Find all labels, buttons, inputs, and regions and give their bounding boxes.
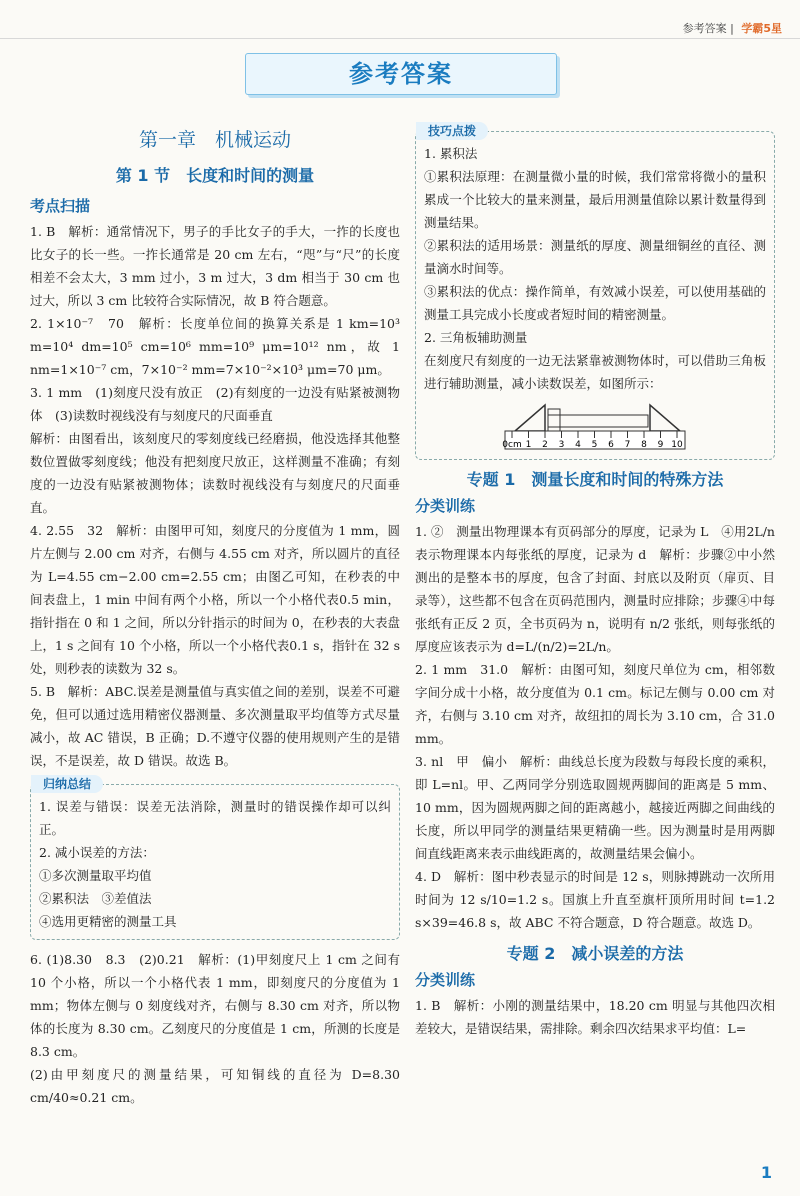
bolt-body xyxy=(548,415,648,427)
summary-line: ④选用更精密的测量工具 xyxy=(39,914,177,929)
right-column xyxy=(415,125,775,1040)
answer-2: 2. 1×10⁻⁷ 70 解析：长度单位间的换算关系是 1 km=10³ m=10⁴ dm=10⁵ cm=10⁶ mm=10⁹ μm=10¹² nm，故 1 nm=1×10⁻⁷ cm，7×10⁻² mm=7×10⁻²×10³ μm=70 μm。 xyxy=(30,316,400,377)
tips-line: ③累积法的优点：操作简单，有效减小误差，可以使用基础的测量工具完成小长度或者短时间的精密测量。 xyxy=(424,284,766,322)
topic2-answer-1: 1. B 解析：小刚的测量结果中，18.20 cm 明显与其他四次相差较大，是错误结果，需排除。剩余四次结果求平均值：L= xyxy=(415,998,775,1036)
ruler-tick-label: 7 xyxy=(624,440,631,450)
summary-line: 2. 减小误差的方法： xyxy=(39,845,155,860)
ruler-tick-label: 3 xyxy=(558,440,565,450)
topic-2-heading: 专题 2 减小误差的方法 xyxy=(506,944,684,963)
summary-line: 1. 误差与错误：误差无法消除，测量时的错误操作却可以纠正。 xyxy=(39,799,391,837)
topic1-answer-4: 4. D 解析：图中秒表显示的时间是 12 s，则脉搏跳动一次所用时间为 12 s/10=1.2 s。国旗上升直至旗杆顶所用时间 t=1.2 s×39=46.8 s，故 ABC 不符合题意，D 符合题意。故选 D。 xyxy=(415,869,775,930)
summary-line: ②累积法 ③差值法 xyxy=(39,891,152,906)
bolt-head xyxy=(548,409,560,431)
answer-1: 1. B 解析：通常情况下，男子的手比女子的手大，一拃的长度也比女子的长一些。一拃长通常是 20 cm 左右，“咫”与“尺”的长度相差不会太大，3 mm 过小，3 m 过大，3 dm 相当于 30 cm 也过大，所以 3 cm 比较符合实际情况，故 B 符合题意。 xyxy=(30,224,400,308)
ruler-tick-label: 5 xyxy=(591,440,598,450)
page-number: 1 xyxy=(760,1163,772,1182)
subheading-training-2: 分类训练 xyxy=(415,971,476,989)
page-title: 参考答案 xyxy=(245,53,557,95)
topic1-answer-1: 1. ② 测量出物理课本有页码部分的厚度，记录为 L ④用2L/n表示物理课本内每张纸的厚度，记录为 d 解析：步骤②中小然测出的是整本书的厚度，包含了封面、封底以及附页（扉页、目录等），这些都不包含在页码范围内，测量时应排除；步骤④中每张纸有正反 2 页，全书页码为 n，说明有 n/2 张纸，则每张纸的厚度应该表示为 d=L/(n/2)=2L/n。 xyxy=(415,524,775,654)
tips-line: ②累积法的适用场景：测量纸的厚度、测量细铜丝的直径、测量滴水时间等。 xyxy=(424,238,766,276)
running-header: 参考答案 | 学霸5星 xyxy=(682,22,782,35)
ruler-tick-label: 1 xyxy=(525,440,532,450)
topic1-answer-3: 3. nl 甲 偏小 解析：曲线总长度为段数与每段长度的乘积，即 L=nl。甲、乙两同学分别选取圆规两脚间的距离是 5 mm、10 mm，因为圆规两脚之间的距离越小，越接近两脚之间曲线的长度，所以甲同学的测量结果更精确一些。因为测量时是用两脚间直线距离来表示曲线距离的，故测量结果会偏小。 xyxy=(415,754,775,861)
answer-5: 5. B 解析：ABC.误差是测量值与真实值之间的差别，误差不可避免，但可以通过选用精密仪器测量、多次测量取平均值等方式尽量减小，故 AC 错误，B 正确；D.不遵守仪器的使用规则产生的是错误，不是误差，故 D 错误。故选 B。 xyxy=(30,684,400,768)
header-label: 参考答案 xyxy=(682,22,727,35)
summary-box xyxy=(30,777,400,940)
answer-6: 6. (1)8.30 8.3 (2)0.21 解析：(1)甲刻度尺上 1 cm 之间有 10 个小格，所以一个小格代表 1 mm，即刻度尺的分度值为 1 mm；物体左侧与 0 刻度线对齐，右侧与 8.30 cm 对齐，所以物体的长度为 8.30 cm。乙刻度尺的分度值是 1 cm，所测的长度是 8.3 cm。 xyxy=(30,952,400,1059)
summary-line: ①多次测量取平均值 xyxy=(39,868,152,883)
topic1-answer-2: 2. 1 mm 31.0 解析：由图可知，刻度尺单位为 cm，相邻数字间分成十小格，故分度值为 0.1 cm。标记左侧与 0.00 cm 对齐，右侧与 3.10 cm 对齐，故纽扣的周长为 3.10 cm，合 31.0 mm。 xyxy=(415,662,775,746)
tips-line: 在刻度尺有刻度的一边无法紧靠被测物体时，可以借助三角板进行辅助测量，减小读数误差，如图所示： xyxy=(424,353,766,391)
subheading-kaodian: 考点扫描 xyxy=(30,197,91,215)
left-triangle xyxy=(515,405,545,431)
answer-6-part-2: (2)由甲刻度尺的测量结果，可知铜线的直径为 D=8.30 cm/40≈0.21 cm。 xyxy=(30,1067,400,1105)
ruler-tick-label: 9 xyxy=(657,440,664,450)
answer-3: 3. 1 mm (1)刻度尺没有放正 (2)有刻度的一边没有贴紧被测物体 (3)读数时视线没有与刻度尺的尺面垂直 xyxy=(30,385,400,423)
topic-1-heading: 专题 1 测量长度和时间的特殊方法 xyxy=(466,470,724,489)
answer-4: 4. 2.55 32 解析：由图甲可知，刻度尺的分度值为 1 mm，圆片左侧与 2.00 cm 对齐，右侧与 4.55 cm 对齐，所以圆片的直径为 L=4.55 cm−2.00 cm=2.55 cm；由图乙可知，在秒表的中间表盘上，1 min 中间有两个小格，所以一个小格代表0.5 min，指针指在 0 和 1 之间，所以分针指示的时间为 0，在秒表的大表盘上，1 s 之间有 10 个小格，所以一个小格代表0.1 s，指针在 32 s 处，则秒表的读数为 32 s。 xyxy=(30,523,400,676)
header-divider xyxy=(0,38,800,39)
tips-line: 2. 三角板辅助测量 xyxy=(424,330,528,345)
ruler-tick-label: 6 xyxy=(608,440,614,450)
ruler-tick-label: 0cm xyxy=(502,440,522,450)
section-heading: 第 1 节 长度和时间的测量 xyxy=(115,166,315,185)
ruler-diagram xyxy=(500,401,690,453)
tips-tag: 技巧点拨 xyxy=(416,122,488,140)
ruler-tick-label: 2 xyxy=(542,440,548,450)
left-column xyxy=(30,125,400,1109)
tips-box xyxy=(415,124,775,460)
subheading-training-1: 分类训练 xyxy=(415,497,476,515)
tips-line: 1. 累积法 xyxy=(424,146,478,161)
chapter-heading: 第一章 机械运动 xyxy=(138,129,291,151)
summary-tag: 归纳总结 xyxy=(31,775,103,793)
ruler-tick-label: 8 xyxy=(641,440,647,450)
right-triangle xyxy=(650,405,680,431)
brand-logo: 学霸5星 xyxy=(741,22,782,35)
ruler-tick-label: 10 xyxy=(671,440,683,450)
ruler-tick-label: 4 xyxy=(575,440,581,450)
answer-3-explanation: 解析：由图看出，该刻度尺的零刻度线已经磨损，他没选择其他整数位置做零刻度线；他没有把刻度尺放正，这样测量不准确；有刻度的一边没有贴紧被测物体；读数时视线没有与刻度尺的尺面垂直。 xyxy=(30,431,400,515)
tips-line: ①累积法原理：在测量微小量的时候，我们常常将微小的量积累成一个比较大的量来测量，最后用测量值除以累计数量得到测量结果。 xyxy=(424,169,766,230)
